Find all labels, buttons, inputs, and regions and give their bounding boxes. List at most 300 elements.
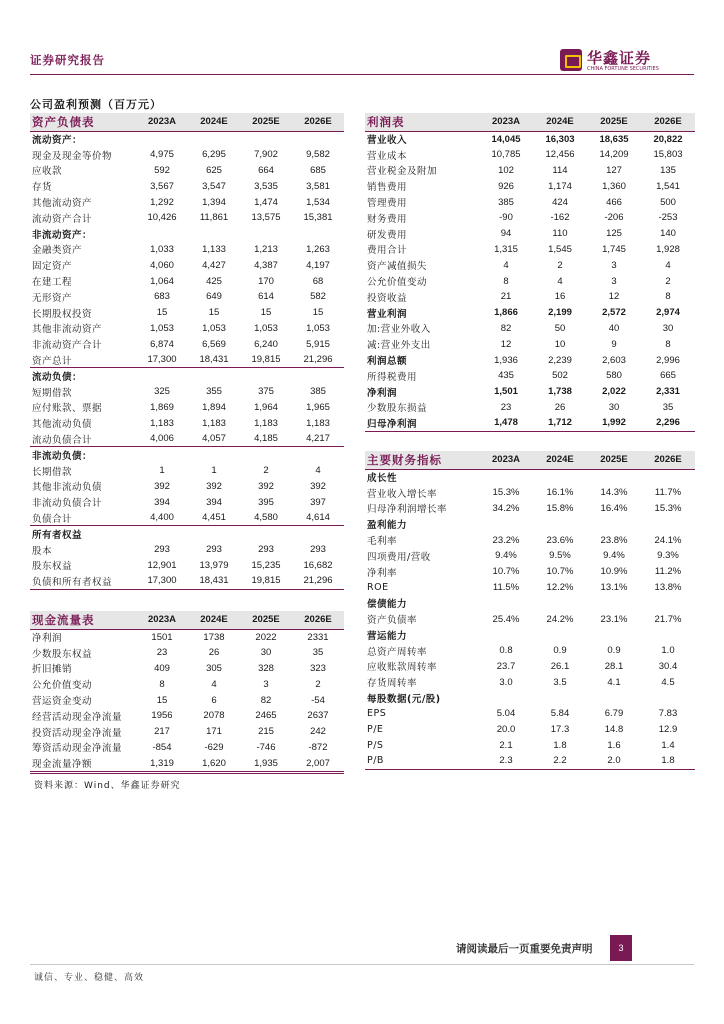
row-label: EPS (367, 708, 387, 720)
table-row (30, 740, 344, 756)
cell-value: 625 (206, 164, 222, 176)
table-row (365, 321, 695, 337)
cell-value: 40 (608, 322, 620, 334)
cell-value: 1501 (151, 631, 173, 643)
cell-value: 1,053 (254, 322, 278, 334)
cell-value: 1,174 (548, 180, 572, 192)
cell-value: 16,303 (545, 133, 575, 145)
table-row (30, 542, 344, 558)
cell-value: 26.1 (550, 660, 570, 672)
cell-value: 11.7% (654, 487, 682, 499)
cell-value: 1,935 (240, 755, 292, 771)
cell-value (641, 516, 695, 532)
table-row (30, 384, 344, 400)
cell-value: 170 (258, 275, 274, 287)
row-label: 减:营业外支出 (367, 340, 431, 352)
cell-value: 2,572 (602, 307, 626, 319)
table-row (30, 479, 344, 495)
cell-value: 4 (665, 259, 671, 271)
cell-value: 23.1% (600, 613, 628, 625)
row-label: 成长性 (367, 473, 398, 485)
footer-divider (30, 964, 694, 965)
logo-icon (560, 49, 582, 71)
row-label: 加:营业外收入 (367, 324, 431, 336)
table-row (365, 485, 695, 501)
cell-value (587, 627, 641, 643)
row-label: 长期借款 (32, 466, 73, 478)
table-title: 现金流量表 (30, 611, 136, 629)
cell-value: 24.1% (654, 534, 682, 546)
cell-value: 1.4 (661, 739, 675, 751)
cell-value (188, 131, 240, 147)
year-header: 2024E (533, 113, 587, 131)
row-label: 公允价值变动 (32, 680, 93, 692)
cell-value: 1,936 (494, 354, 518, 366)
cell-value: 1,183 (254, 417, 278, 429)
row-label: 其他非流动负债 (32, 482, 103, 494)
cell-value: 13,575 (251, 212, 281, 224)
cell-value (240, 526, 292, 542)
year-header: 2025E (240, 611, 292, 629)
cell-value: 11.2% (654, 566, 682, 578)
row-label: 其他非流动资产 (32, 324, 103, 336)
financial-ratios-table (365, 451, 695, 770)
cell-value: -162 (550, 212, 570, 224)
cell-value: 23.8% (600, 534, 628, 546)
cell-value: 18,431 (188, 352, 240, 368)
row-label: 在建工程 (32, 277, 73, 289)
cell-value: 3.5 (553, 676, 567, 688)
table-row (365, 336, 695, 352)
row-label: 少数股东权益 (32, 648, 93, 660)
table-row (30, 242, 344, 258)
cell-value: 110 (552, 228, 568, 240)
cell-value: 328 (258, 662, 274, 674)
table-row (30, 352, 344, 368)
table-row (365, 210, 695, 226)
cell-value: 649 (206, 291, 222, 303)
cell-value: 1,315 (494, 243, 518, 255)
cell-value: 1,894 (202, 401, 226, 413)
cell-value: 25.4% (492, 613, 520, 625)
cell-value: 2465 (255, 710, 277, 722)
cell-value (292, 368, 344, 384)
cell-value: 1,183 (306, 417, 330, 429)
cell-value: 4 (503, 259, 509, 271)
cell-value: 4 (315, 465, 321, 477)
row-label: 筹资活动现金净流量 (32, 743, 123, 755)
cell-value: 16,682 (303, 559, 333, 571)
cell-value: 1,263 (306, 243, 330, 255)
row-label: 财务费用 (367, 213, 408, 225)
cell-value: 2,239 (548, 354, 572, 366)
cell-value: 6,240 (254, 338, 278, 350)
cell-value: 26 (554, 401, 566, 413)
balance-sheet-table (30, 113, 344, 590)
table-row (365, 163, 695, 179)
cell-value: 8 (503, 275, 509, 287)
source-divider (30, 773, 344, 774)
cell-value: 13,979 (199, 559, 229, 571)
table-row (365, 384, 695, 400)
cell-value: 0.9 (553, 645, 567, 657)
cell-value: 293 (310, 544, 326, 556)
table-row (365, 273, 695, 289)
cell-value: 114 (552, 164, 568, 176)
cell-value: 2.1 (499, 739, 513, 751)
table-header-row (365, 451, 695, 469)
row-label: 利润总额 (367, 356, 408, 368)
cell-value: 242 (310, 726, 326, 738)
cell-value: 4,451 (188, 510, 240, 526)
year-header: 2026E (641, 113, 695, 131)
cell-value: 592 (154, 164, 170, 176)
cell-value: 215 (258, 726, 274, 738)
cell-value (587, 516, 641, 532)
cell-value: 1,964 (254, 401, 278, 413)
cell-value: 68 (312, 275, 324, 287)
cell-value: 10,426 (147, 212, 177, 224)
cell-value: 12 (608, 291, 620, 303)
cell-value: 1,992 (587, 415, 641, 431)
table-row (30, 573, 344, 589)
table-row (365, 194, 695, 210)
cell-value: 11.5% (492, 581, 520, 593)
cell-value: 28.1 (604, 660, 624, 672)
table-row (365, 289, 695, 305)
cell-value: 3 (263, 678, 269, 690)
table-row (30, 558, 344, 574)
table-row (365, 611, 695, 627)
cell-value: 2 (557, 259, 563, 271)
table-row (365, 305, 695, 321)
cell-value (188, 447, 240, 463)
cell-value: 24.2% (546, 613, 574, 625)
table-row (365, 722, 695, 738)
table-row (365, 738, 695, 754)
cell-value: 2,974 (656, 307, 680, 319)
year-header: 2026E (292, 113, 344, 131)
cell-value: 4,975 (150, 149, 174, 161)
row-label: 负债合计 (30, 510, 136, 526)
company-logo (560, 46, 670, 74)
row-label: 投资活动现金净流量 (32, 727, 123, 739)
cell-value: 140 (660, 228, 676, 240)
table-row (365, 674, 695, 690)
row-label: 应付账款、票据 (32, 403, 103, 415)
cell-value: 18,431 (188, 573, 240, 589)
table-row (30, 336, 344, 352)
cell-value: 1,064 (150, 275, 174, 287)
cell-value (136, 131, 188, 147)
row-label: 总资产周转率 (367, 646, 428, 658)
cell-value: 3,567 (150, 180, 174, 192)
cell-value: 392 (154, 480, 170, 492)
row-label: 资产负债率 (367, 615, 418, 627)
table-row (30, 368, 344, 384)
cash-flow-table (30, 611, 344, 772)
row-label: 营业收入增长率 (367, 488, 438, 500)
row-label: 销售费用 (367, 182, 408, 194)
row-label: 折旧摊销 (32, 664, 73, 676)
cell-value (292, 447, 344, 463)
cell-value: 4,580 (240, 510, 292, 526)
cell-value: 8 (665, 291, 671, 303)
cell-value: 171 (206, 726, 222, 738)
cell-value: 9.4% (495, 550, 517, 562)
cell-value: 4,400 (136, 510, 188, 526)
cell-value: 4,057 (188, 431, 240, 447)
row-label: 其他流动资产 (32, 198, 93, 210)
cell-value: 4,197 (306, 259, 330, 271)
table-row (365, 352, 695, 368)
cell-value: 23 (500, 401, 512, 413)
cell-value: 3 (611, 259, 617, 271)
table-row (30, 676, 344, 692)
cell-value (240, 226, 292, 242)
row-label: 管理费用 (367, 198, 408, 210)
row-label: 非流动负债合计 (32, 498, 103, 510)
cell-value: 9,582 (306, 149, 330, 161)
table-row (365, 501, 695, 517)
cell-value: 6,874 (150, 338, 174, 350)
cell-value: 21 (500, 291, 512, 303)
cell-value: 394 (206, 496, 222, 508)
cell-value: 1,534 (306, 196, 330, 208)
row-label: 流动资产： (32, 135, 83, 147)
cell-value: 3.0 (499, 676, 513, 688)
table-row (365, 469, 695, 485)
cell-value: 11,861 (199, 212, 229, 224)
cell-value: 293 (154, 544, 170, 556)
table-row (30, 510, 344, 526)
cell-value: 5.04 (496, 708, 516, 720)
cell-value: 3,547 (202, 180, 226, 192)
cell-value: 1,928 (656, 243, 680, 255)
row-label: 现金流量净额 (30, 755, 136, 771)
cell-value: 10 (554, 338, 566, 350)
cell-value: 2.2 (533, 753, 587, 769)
cell-value (479, 469, 533, 485)
table-row (365, 516, 695, 532)
cell-value: 14,209 (599, 149, 629, 161)
row-label: 费用合计 (367, 245, 408, 257)
cell-value: 325 (154, 386, 170, 398)
cell-value: 2,007 (292, 755, 344, 771)
table-row (30, 226, 344, 242)
cell-value (641, 469, 695, 485)
table-row (30, 526, 344, 542)
cell-value: 1,033 (150, 243, 174, 255)
cell-value: 14.3% (600, 487, 628, 499)
cell-value: 385 (498, 196, 514, 208)
cell-value: 375 (258, 386, 274, 398)
cell-value: 305 (206, 662, 222, 674)
cell-value: 664 (258, 164, 274, 176)
disclaimer-link[interactable]: 请阅读最后一页重要免责声明 (456, 943, 593, 955)
row-label: 投资收益 (367, 292, 408, 304)
cell-value: 19,815 (240, 573, 292, 589)
cell-value: 466 (606, 196, 622, 208)
row-label: 流动负债合计 (30, 431, 136, 447)
row-label: 股本 (32, 545, 53, 557)
table-row (30, 661, 344, 677)
table-row (365, 242, 695, 258)
cell-value: 4,427 (202, 259, 226, 271)
cell-value: 2078 (203, 710, 225, 722)
cell-value: 1 (159, 465, 165, 477)
cell-value (479, 516, 533, 532)
cell-value (240, 368, 292, 384)
cell-value: 12.2% (546, 581, 574, 593)
table-row (365, 368, 695, 384)
cell-value: 385 (310, 386, 326, 398)
cell-value: 500 (660, 196, 676, 208)
cell-value: 1,213 (254, 243, 278, 255)
row-label: 毛利率 (367, 536, 398, 548)
year-header: 2026E (292, 611, 344, 629)
cell-value: 665 (660, 370, 676, 382)
row-label: 存货周转率 (367, 678, 418, 690)
row-label: 资产减值损失 (367, 261, 428, 273)
table-row (365, 131, 695, 147)
cell-value: 1,745 (602, 243, 626, 255)
table-row (30, 494, 344, 510)
cell-value (136, 447, 188, 463)
table-header-row (365, 113, 695, 131)
cell-value (188, 226, 240, 242)
table-row (365, 564, 695, 580)
year-header: 2025E (587, 113, 641, 131)
header-divider (30, 74, 694, 75)
cell-value: 1,545 (548, 243, 572, 255)
cell-value: 2022 (255, 631, 277, 643)
table-row (365, 257, 695, 273)
cell-value: -746 (256, 741, 276, 753)
cell-value: 392 (206, 480, 222, 492)
cell-value (587, 595, 641, 611)
cell-value: 35 (662, 401, 674, 413)
cell-value: 3 (611, 275, 617, 287)
cell-value: 50 (554, 322, 566, 334)
cell-value: 17,300 (136, 352, 188, 368)
cell-value: 4,614 (292, 510, 344, 526)
cell-value: 1,738 (548, 386, 572, 398)
logo-text-cn: 华鑫证券 (587, 49, 652, 67)
table-row (365, 178, 695, 194)
table-row (30, 629, 344, 645)
table-row (30, 305, 344, 321)
data-source-note: 资料来源：Wind、华鑫证券研究 (34, 781, 181, 791)
cell-value: 1 (211, 465, 217, 477)
cell-value: 2637 (307, 710, 329, 722)
cell-value: 14,045 (491, 133, 521, 145)
cell-value: 685 (310, 164, 326, 176)
cell-value: 0.9 (607, 645, 621, 657)
cell-value: 10.7% (546, 566, 574, 578)
cell-value: 2 (665, 275, 671, 287)
cell-value: 8 (665, 338, 671, 350)
cell-value (641, 690, 695, 706)
row-label: 流动资产合计 (32, 213, 93, 225)
cell-value: 293 (258, 544, 274, 556)
row-label: 所有者权益 (32, 530, 83, 542)
cell-value: 16 (554, 291, 566, 303)
row-label: 股东权益 (32, 561, 73, 573)
table-row (365, 580, 695, 596)
cell-value: 7,902 (254, 149, 278, 161)
cell-value: 125 (606, 228, 622, 240)
table-header-row (30, 611, 344, 629)
cell-value: 12,456 (545, 149, 575, 161)
cell-value: 1,712 (533, 415, 587, 431)
cell-value: 2.0 (587, 753, 641, 769)
cell-value: 2,996 (656, 354, 680, 366)
row-label: 应收款 (32, 166, 63, 178)
cell-value: 23 (156, 647, 168, 659)
table-row (365, 643, 695, 659)
cell-value: -206 (604, 212, 624, 224)
year-header: 2023A (479, 113, 533, 131)
cell-value: 1,965 (306, 401, 330, 413)
income-statement-table (365, 113, 695, 432)
cell-value: 23.2% (492, 534, 520, 546)
cell-value: 395 (258, 496, 274, 508)
row-label: 长期股权投资 (32, 308, 93, 320)
cell-value: 1.8 (641, 753, 695, 769)
cell-value: 502 (552, 370, 568, 382)
cell-value: 4,006 (136, 431, 188, 447)
table-title: 利润表 (365, 113, 479, 131)
row-label: 少数股东损益 (367, 403, 428, 415)
cell-value: 35 (312, 647, 324, 659)
table-row (365, 659, 695, 675)
cell-value (641, 627, 695, 643)
cell-value (240, 447, 292, 463)
row-label: 净利润 (32, 633, 63, 645)
cell-value: 19,815 (240, 352, 292, 368)
cell-value: 424 (552, 196, 568, 208)
cell-value: 18,635 (599, 133, 629, 145)
row-label: 流动负债： (32, 372, 83, 384)
section-title: 公司盈利预测（百万元） (30, 98, 162, 111)
row-label: 营运资金变动 (32, 696, 93, 708)
cell-value (188, 368, 240, 384)
cell-value: 1,620 (188, 755, 240, 771)
table-row (30, 194, 344, 210)
cell-value: 9 (611, 338, 617, 350)
cell-value: 3,535 (254, 180, 278, 192)
report-type-label: 证券研究报告 (30, 53, 105, 67)
cell-value (292, 131, 344, 147)
year-header: 2025E (240, 113, 292, 131)
cell-value: 9.5% (549, 550, 571, 562)
cell-value: 3,581 (306, 180, 330, 192)
row-label: 归母净利润 (365, 415, 479, 431)
table-row (30, 724, 344, 740)
footer-slogan: 诚信、专业、稳健、高效 (34, 973, 145, 983)
cell-value: -90 (499, 212, 513, 224)
row-label: 营运能力 (367, 630, 408, 642)
row-label: 所得税费用 (367, 371, 418, 383)
cell-value: 926 (498, 180, 514, 192)
cell-value (587, 469, 641, 485)
table-row (30, 447, 344, 463)
table-row (365, 548, 695, 564)
cell-value: 135 (660, 164, 676, 176)
cell-value: 4,185 (240, 431, 292, 447)
cell-value: 15 (156, 694, 168, 706)
